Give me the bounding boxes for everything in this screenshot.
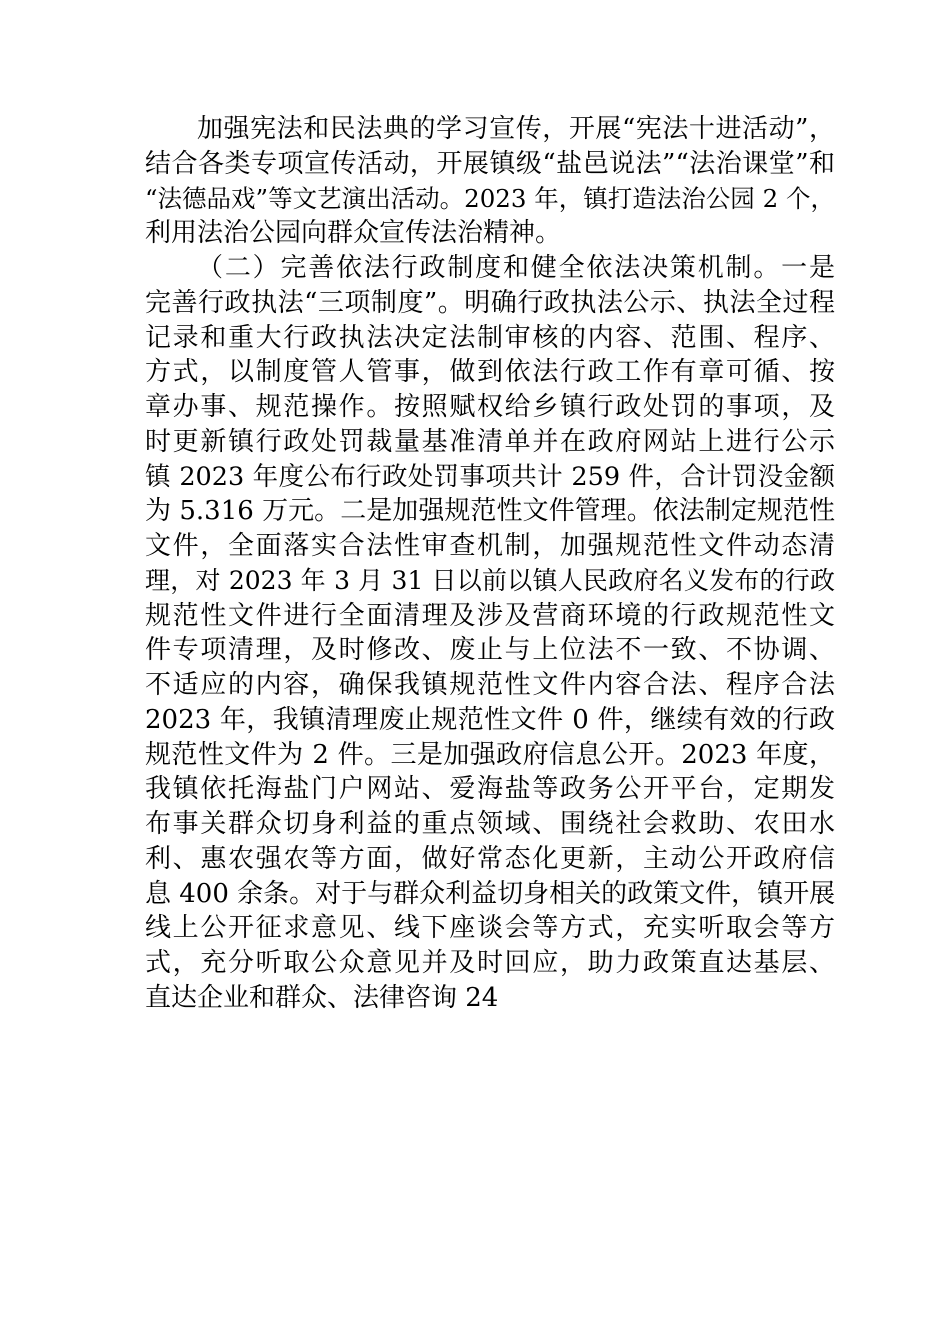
- text-line: 布事关群众切身利益的重点领域、围绕社会救助、农田水: [145, 809, 835, 839]
- text-line: （二）完善依法行政制度和健全依法决策机制。一是: [197, 253, 835, 283]
- text-line: 为 5.316 万元。二是加强规范性文件管理。依法制定规范性: [145, 496, 835, 527]
- text-line: 加强宪法和民法典的学习宣传，开展“宪法十进活动”，: [197, 114, 835, 144]
- text-line: 记录和重大行政执法决定法制审核的内容、范围、程序、: [145, 322, 835, 353]
- text-line: 不适应的内容，确保我镇规范性文件内容合法、程序合法: [145, 670, 835, 700]
- text-line: 息 400 余条。对于与群众利益切身相关的政策文件，镇开展: [145, 878, 836, 909]
- text-line: 线上公开征求意见、线下座谈会等方式，充实听取会等方: [145, 913, 835, 944]
- text-line: 式，充分听取公众意见并及时回应，助力政策直达基层、: [145, 948, 835, 978]
- text-line: 文件，全面落实合法性审查机制，加强规范性文件动态清: [145, 531, 835, 561]
- text-line: 我镇依托海盐门户网站、爱海盐等政务公开平台，定期发: [145, 774, 835, 805]
- text-line: 2023 年，我镇清理废止规范性文件 0 件，继续有效的行政: [145, 704, 835, 735]
- text-line: 方式，以制度管人管事，做到依法行政工作有章可循、按: [145, 357, 835, 388]
- text-line: 直达企业和群众、法律咨询 24: [145, 982, 499, 1013]
- text-line: 件专项清理，及时修改、废止与上位法不一致、不协调、: [145, 635, 835, 666]
- text-line: 镇 2023 年度公布行政处罚事项共计 259 件，合计罚没金额: [145, 461, 835, 492]
- text-line: 规范性文件进行全面清理及涉及营商环境的行政规范性文: [145, 600, 835, 631]
- text-line: “法德品戏”等文艺演出活动。2023 年，镇打造法治公园 2 个，: [145, 183, 835, 213]
- text-line: 章办事、规范操作。按照赋权给乡镇行政处罚的事项，及: [145, 392, 835, 422]
- text-line: 利用法治公园向群众宣传法治精神。: [145, 218, 562, 249]
- text-line: 利、惠农强农等方面，做好常态化更新，主动公开政府信: [145, 843, 835, 874]
- text-line: 时更新镇行政处罚裁量基准清单并在政府网站上进行公示: [145, 426, 835, 457]
- text-line: 结合各类专项宣传活动，开展镇级“盐邑说法”“法治课堂”和: [145, 148, 835, 179]
- body-text: [145, 112, 835, 1016]
- paragraph-law-publicity: [145, 112, 835, 251]
- text-line: 规范性文件为 2 件。三是加强政府信息公开。2023 年度，: [145, 739, 835, 770]
- paragraph-administrative-system: [145, 251, 835, 1016]
- text-line: 完善行政执法“三项制度”。明确行政执法公示、执法全过程: [145, 287, 835, 318]
- text-line: 理，对 2023 年 3 月 31 日以前以镇人民政府名义发布的行政: [145, 565, 835, 595]
